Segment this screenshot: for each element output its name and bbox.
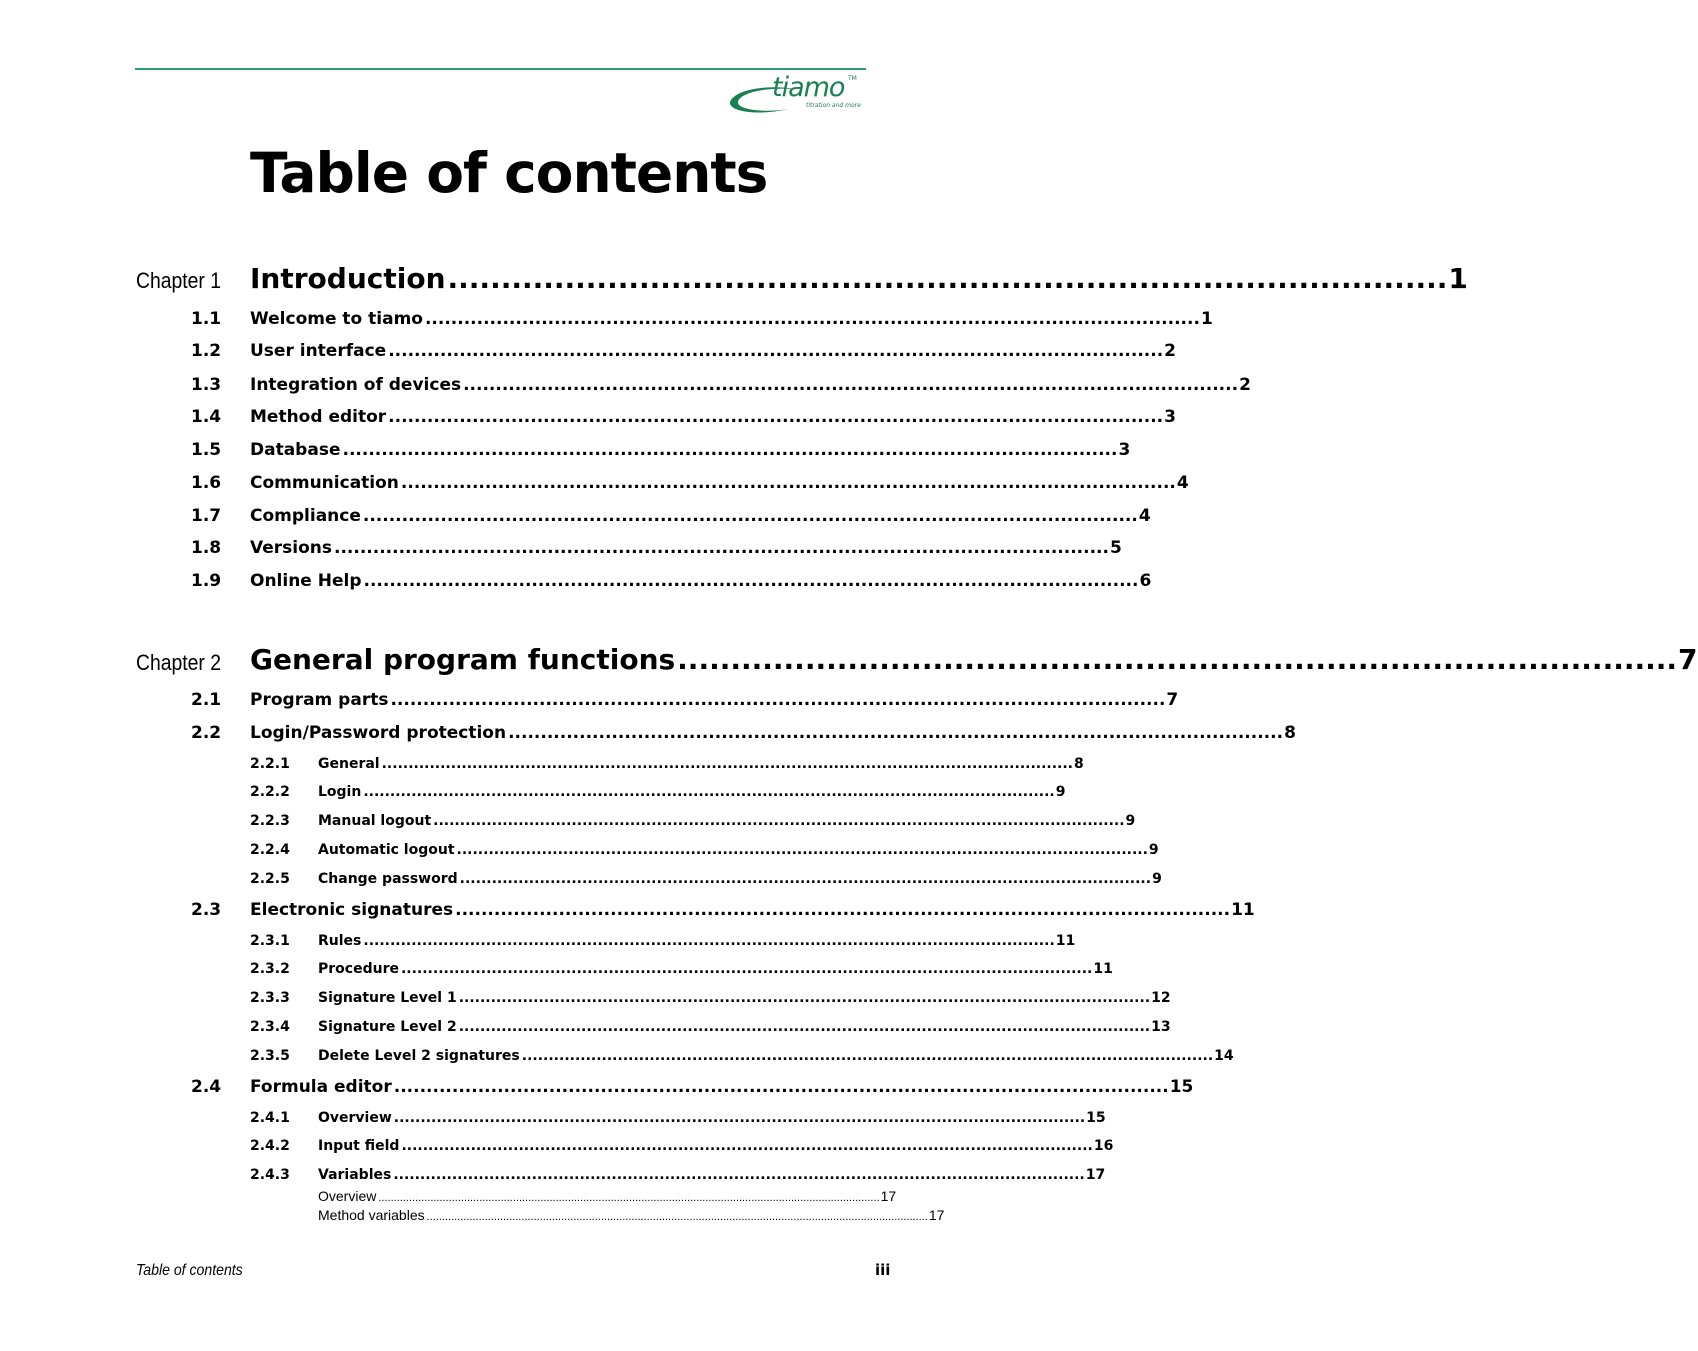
dot-leader: .................................................................................................................................. bbox=[458, 1019, 1151, 1035]
section-number: 1.7 bbox=[191, 506, 222, 526]
dot-leader: .................................................................................................................................. bbox=[456, 842, 1148, 858]
section-page: 3 bbox=[1118, 440, 1131, 460]
subsection-number: 2.2.5 bbox=[250, 871, 290, 887]
subsection-page: 11 bbox=[1093, 961, 1113, 977]
item-page: 17 bbox=[928, 1207, 945, 1223]
section-title: Compliance bbox=[250, 506, 361, 526]
tiamo-logo bbox=[726, 72, 868, 118]
section-number: 1.1 bbox=[191, 309, 222, 329]
toc-subsection-entry[interactable] bbox=[318, 756, 1084, 776]
subsection-title: Signature Level 1 bbox=[318, 990, 457, 1006]
section-page: 1 bbox=[1200, 309, 1213, 329]
dot-leader: ........................................................................................................................ bbox=[388, 341, 1164, 361]
toc-section-entry[interactable] bbox=[250, 571, 1152, 593]
dot-leader: .................................................................................................................................. bbox=[381, 756, 1073, 772]
section-title: Formula editor bbox=[250, 1077, 392, 1097]
subsection-page: 17 bbox=[1085, 1167, 1106, 1183]
subsection-page: 14 bbox=[1214, 1048, 1234, 1064]
subsection-number: 2.2.2 bbox=[250, 784, 290, 800]
toc-item-entry[interactable] bbox=[318, 1207, 945, 1225]
toc-subsection-entry[interactable] bbox=[318, 813, 1136, 833]
section-title: Integration of devices bbox=[250, 375, 462, 395]
toc-item-entry[interactable] bbox=[318, 1188, 897, 1206]
subsection-title: Signature Level 2 bbox=[318, 1019, 457, 1035]
subsection-page: 9 bbox=[1148, 842, 1159, 858]
toc-section-entry[interactable] bbox=[250, 690, 1179, 712]
chapter-title: General program functions bbox=[250, 643, 676, 676]
subsection-title: Automatic logout bbox=[318, 842, 455, 858]
footer-running-title: Table of contents bbox=[136, 1262, 243, 1279]
subsection-number: 2.3.1 bbox=[250, 933, 290, 949]
subsection-title: Procedure bbox=[318, 961, 399, 977]
section-number: 1.6 bbox=[191, 473, 222, 493]
subsection-number: 2.3.3 bbox=[250, 990, 290, 1006]
dot-leader: .................................................................................................................................................................... bbox=[426, 1211, 928, 1223]
subsection-title: Manual logout bbox=[318, 813, 432, 829]
subsection-number: 2.2.3 bbox=[250, 813, 290, 829]
toc-section-entry[interactable] bbox=[250, 506, 1151, 528]
dot-leader: ........................................................................................................................ bbox=[463, 375, 1239, 395]
toc-section-entry[interactable] bbox=[250, 473, 1189, 495]
section-title: Login/Password protection bbox=[250, 723, 507, 743]
dot-leader: .................................................................................................................................. bbox=[521, 1048, 1214, 1064]
chapter-label: Chapter 1 bbox=[136, 268, 222, 293]
section-page: 4 bbox=[1138, 506, 1151, 526]
dot-leader: ........................................................................................................................ bbox=[388, 407, 1164, 427]
section-number: 1.3 bbox=[191, 375, 222, 395]
subsection-title: General bbox=[318, 756, 380, 772]
item-page: 17 bbox=[880, 1188, 897, 1204]
toc-subsection-entry[interactable] bbox=[318, 1110, 1106, 1130]
section-page: 4 bbox=[1176, 473, 1189, 493]
dot-leader: ........................................................................................................................ bbox=[424, 309, 1200, 329]
subsection-title: Rules bbox=[318, 933, 362, 949]
dot-leader: .............................................................................................. bbox=[447, 262, 1448, 295]
toc-section-entry[interactable] bbox=[250, 1077, 1194, 1099]
section-number: 1.8 bbox=[191, 538, 222, 558]
dot-leader: ........................................................................................................................ bbox=[455, 900, 1231, 920]
toc-section-entry[interactable] bbox=[250, 900, 1255, 922]
toc-section-entry[interactable] bbox=[250, 375, 1251, 397]
section-number: 1.5 bbox=[191, 440, 222, 460]
toc-subsection-entry[interactable] bbox=[318, 990, 1171, 1010]
subsection-page: 15 bbox=[1086, 1110, 1106, 1126]
section-page: 6 bbox=[1139, 571, 1152, 591]
subsection-title: Input field bbox=[318, 1138, 400, 1154]
section-title: Online Help bbox=[250, 571, 362, 591]
item-title: Overview bbox=[318, 1188, 377, 1204]
dot-leader: ........................................................................................................................ bbox=[508, 723, 1284, 743]
toc-section-entry[interactable] bbox=[250, 723, 1296, 745]
subsection-title: Overview bbox=[318, 1110, 392, 1126]
section-title: Electronic signatures bbox=[250, 900, 454, 920]
subsection-number: 2.3.4 bbox=[250, 1019, 290, 1035]
dot-leader: .................................................................................................................................. bbox=[400, 961, 1093, 977]
toc-section-entry[interactable] bbox=[250, 407, 1176, 429]
section-page: 2 bbox=[1239, 375, 1251, 395]
dot-leader: ........................................................................................................................ bbox=[334, 538, 1109, 558]
subsection-number: 2.3.2 bbox=[250, 961, 290, 977]
subsection-number: 2.4.1 bbox=[250, 1110, 290, 1126]
section-page: 3 bbox=[1164, 407, 1176, 427]
dot-leader: ........................................................................................................................ bbox=[363, 571, 1139, 591]
toc-section-entry[interactable] bbox=[250, 341, 1177, 363]
toc-subsection-entry[interactable] bbox=[318, 1167, 1106, 1187]
subsection-number: 2.3.5 bbox=[250, 1048, 290, 1064]
section-title: Database bbox=[250, 440, 341, 460]
dot-leader: .................................................................................................................................. bbox=[458, 990, 1151, 1006]
footer-page-number: iii bbox=[875, 1261, 891, 1279]
toc-section-entry[interactable] bbox=[250, 309, 1213, 331]
section-title: User interface bbox=[250, 341, 387, 361]
toc-subsection-entry[interactable] bbox=[318, 933, 1076, 953]
toc-subsection-entry[interactable] bbox=[318, 1138, 1114, 1158]
section-number: 1.4 bbox=[191, 407, 222, 427]
dot-leader: ........................................................................................................................ bbox=[390, 690, 1166, 710]
subsection-number: 2.4.3 bbox=[250, 1167, 290, 1183]
subsection-page: 12 bbox=[1151, 990, 1171, 1006]
toc-subsection-entry[interactable] bbox=[318, 1019, 1171, 1039]
subsection-page: 9 bbox=[1125, 813, 1136, 829]
toc-chapter-introduction[interactable] bbox=[250, 262, 1468, 298]
subsection-number: 2.2.4 bbox=[250, 842, 290, 858]
dot-leader: .................................................................................................................................. bbox=[433, 813, 1125, 829]
section-title: Versions bbox=[250, 538, 332, 558]
subsection-number: 2.2.1 bbox=[250, 756, 290, 772]
dot-leader: .................................................................................................................................. bbox=[363, 933, 1055, 949]
toc-subsection-entry[interactable] bbox=[318, 842, 1159, 862]
dot-leader: .................................................................................................................................. bbox=[393, 1110, 1086, 1126]
subsection-title: Login bbox=[318, 784, 362, 800]
chapter-title: Introduction bbox=[250, 262, 446, 295]
toc-section-entry[interactable] bbox=[250, 538, 1122, 560]
section-page: 11 bbox=[1231, 900, 1255, 920]
section-number: 2.2 bbox=[191, 723, 222, 743]
toc-subsection-entry[interactable] bbox=[318, 961, 1113, 981]
chapter-page: 7 bbox=[1678, 643, 1698, 676]
toc-subsection-entry[interactable] bbox=[318, 784, 1066, 804]
subsection-page: 13 bbox=[1151, 1019, 1171, 1035]
subsection-page: 16 bbox=[1093, 1138, 1114, 1154]
section-number: 1.2 bbox=[191, 341, 222, 361]
subsection-page: 11 bbox=[1055, 933, 1076, 949]
toc-section-entry[interactable] bbox=[250, 440, 1131, 462]
dot-leader: .................................................................................................................................. bbox=[363, 784, 1055, 800]
dot-leader: .................................................................................................................................. bbox=[401, 1138, 1093, 1154]
subsection-title: Change password bbox=[318, 871, 458, 887]
dot-leader: ........................................................................................................................ bbox=[342, 440, 1118, 460]
header-rule bbox=[135, 68, 866, 70]
dot-leader: .................................................................................................................................. bbox=[459, 871, 1152, 887]
section-title: Method editor bbox=[250, 407, 387, 427]
subsection-page: 9 bbox=[1152, 871, 1162, 887]
chapter-label: Chapter 2 bbox=[136, 650, 222, 675]
page-title: Table of contents bbox=[250, 141, 768, 205]
toc-subsection-entry[interactable] bbox=[318, 1048, 1234, 1068]
subsection-title: Delete Level 2 signatures bbox=[318, 1048, 520, 1064]
section-number: 2.4 bbox=[191, 1077, 222, 1097]
logo-trademark: TM bbox=[848, 75, 857, 82]
section-page: 7 bbox=[1166, 690, 1179, 710]
section-page: 8 bbox=[1284, 723, 1296, 743]
section-number: 2.3 bbox=[191, 900, 222, 920]
dot-leader: ........................................................................................................................ bbox=[400, 473, 1176, 493]
toc-subsection-entry[interactable] bbox=[318, 871, 1162, 891]
subsection-page: 8 bbox=[1074, 756, 1084, 772]
dot-leader: ........................................................................................................................ bbox=[362, 506, 1138, 526]
section-page: 5 bbox=[1109, 538, 1122, 558]
section-number: 2.1 bbox=[191, 690, 222, 710]
subsection-title: Variables bbox=[318, 1167, 392, 1183]
dot-leader: .............................................................................................. bbox=[677, 643, 1678, 676]
section-title: Communication bbox=[250, 473, 399, 493]
chapter-page: 1 bbox=[1448, 262, 1468, 295]
dot-leader: .................................................................................................................................. bbox=[393, 1167, 1085, 1183]
item-title: Method variables bbox=[318, 1207, 425, 1223]
section-title: Welcome to tiamo bbox=[250, 309, 423, 329]
logo-tagline: titration and more bbox=[806, 102, 861, 109]
section-number: 1.9 bbox=[191, 571, 222, 591]
dot-leader: .................................................................................................................................................................... bbox=[378, 1192, 880, 1204]
section-page: 2 bbox=[1164, 341, 1177, 361]
section-title: Program parts bbox=[250, 690, 389, 710]
subsection-page: 9 bbox=[1055, 784, 1066, 800]
logo-word: tiamo bbox=[772, 72, 845, 103]
toc-chapter-general-program-functions[interactable] bbox=[250, 643, 1698, 679]
subsection-number: 2.4.2 bbox=[250, 1138, 290, 1154]
section-page: 15 bbox=[1169, 1077, 1194, 1097]
dot-leader: ........................................................................................................................ bbox=[393, 1077, 1169, 1097]
